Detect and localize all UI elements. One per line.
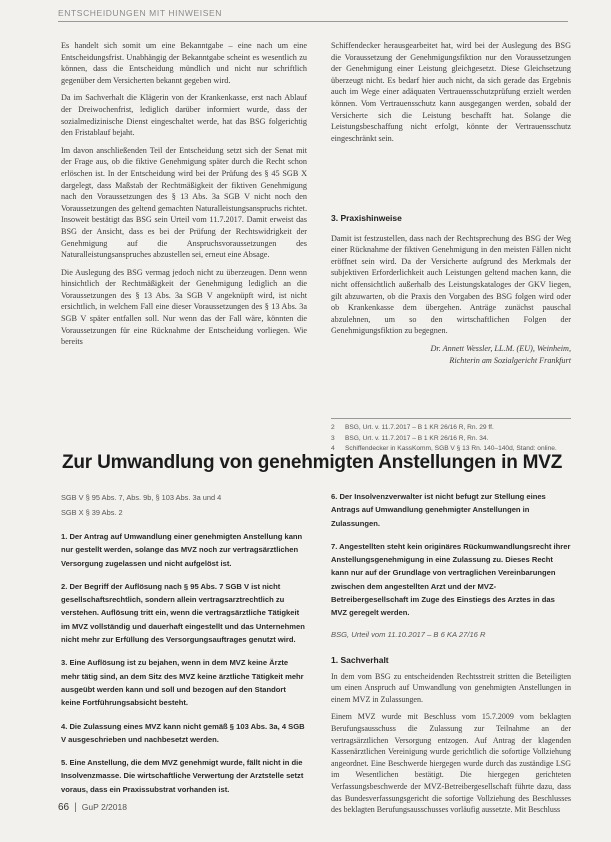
headnotes-right-column — [331, 490, 571, 822]
headnote: 2. Der Begriff der Auflösung nach § 95 Abs. 7 SGB V ist nicht gesellschaftsrechtlich, sondern allein vertragsarztrechtlich zu verstehen. Auflösung tritt ein, wenn die vertragsärztliche Tätigkeit im MVZ vollständig und dauerhaft eingestellt und das Unternehmen nicht mehr zur Erfüllung des Versorgungsauftrages genutzt wird. — [61, 581, 305, 645]
footnote-text: BSG, Urt. v. 11.7.2017 – B 1 KR 26/16 R, Rn. 34. — [345, 434, 489, 442]
norm-references — [61, 490, 307, 520]
footnote-number: 2 — [331, 424, 335, 431]
footnote — [331, 434, 571, 445]
header-rule — [58, 21, 568, 22]
footnote — [331, 423, 571, 434]
paragraph: Im davon anschließenden Teil der Entscheidung setzt sich der Senat mit der Frage aus, ob die fiktive Genehmigung später durch die Recht schon erlöschen ist. In der Entscheidung wird bei der Prüfung des § 45 SGB X dargelegt, dass Maßstab der Rechtmäßigkeit der fiktiven Genehmigung nach den Voraussetzungen des § 13 Abs. 3a SGB V nicht noch den Voraussetzungen des geltend gemachten Naturalleistungsanspruchs richtet. Insoweit bestätigt das BSG sein Urteil vom 11.7.2017. Damit erweist das BSG der Ansicht, dass es bei der Prüfung der Rechtswidrigkeit der Genehmigung auf die Anspruchsvoraussetzungen des Naturalleistungsanspruches abzustellen sei, erneut eine Absage. — [61, 145, 307, 260]
headnote: 4. Die Zulassung eines MVZ kann nicht gemäß § 103 Abs. 3a, 4 SGB V ausgeschrieben und nachbesetzt werden. — [61, 721, 305, 744]
case-citation: BSG, Urteil vom 11.10.2017 – B 6 KA 27/16 R — [331, 629, 486, 639]
headnote: 1. Der Antrag auf Umwandlung einer genehmigten Anstellung kann nur gestellt werden, solange das MVZ noch zur vertragsärztlichen Versorgung zugelassen und nicht aufgelöst ist. — [61, 532, 303, 568]
paragraph: Einem MVZ wurde mit Beschluss vom 15.7.2009 vom beklagten Berufungsausschuss die Zulassung zur Teilnahme an der vertragsärztlichen Versorgung entzogen. Auf Antrag der klagenden Kassenärztlichen Vereinigung wurde gerichtlich die sofortige Vollziehung angeordnet. Eine Beschwerde hiergegen wurde durch das zuständige LSG im Wesentlichen bestätigt. Die hiergegen gerichteten Verfassungsbeschwerde der MVZ-Betreibergesellschaft führte dazu, dass das Bundesverfassungsgericht die sofortige Vollziehung des Beschlusses des beklagten Berufungsausschusses vorläufig aussetzte. Mit Beschluss — [331, 712, 571, 815]
paragraph: Es handelt sich somit um eine Bekanntgabe – eine nach um eine Entscheidungsfrist. Unabhängig der Bekanntgabe scheint es wesentlich zu können, dass die Entscheidung mündlich und nicht nur schriftlich gegenüber dem Versicherten bekannt gegeben wird. — [61, 41, 307, 85]
footer-separator: | — [74, 802, 77, 813]
headnote: 5. Eine Anstellung, die dem MVZ genehmigt wurde, fällt nicht in die Insolvenzmasse. Die wirtschaftliche Verwertung der Arztstelle setzt voraus, dass ein Praxissubstrat vorhanden ist. — [61, 758, 304, 794]
signature-line: Richterin am Sozialgericht Frankfurt — [449, 355, 571, 365]
footnotes — [331, 423, 571, 455]
page-number: 66 — [58, 802, 70, 813]
section-title: 3. Praxishinweise — [331, 213, 402, 223]
article-title: Zur Umwandlung von genehmigten Anstellungen in MVZ — [62, 452, 563, 473]
footnote-number: 3 — [331, 434, 335, 442]
norm-line: SGB V § 95 Abs. 7, Abs. 9b, § 103 Abs. 3a und 4 — [61, 493, 222, 502]
headnotes-left-column — [61, 490, 307, 806]
paragraph: In dem vom BSG zu entscheidenden Rechtsstreit stritten die Beteiligten um einen Anspruch auf Umwandlung von genehmigten Anstellungen in einem MVZ in Zulassungen. — [331, 671, 571, 704]
signature-line: Dr. Annett Wessler, LL.M. (EU), Weinheim, — [430, 343, 571, 353]
practice-notes-section — [331, 213, 571, 366]
norm-line: SGB X § 39 Abs. 2 — [61, 508, 123, 517]
headnote: 3. Eine Auflösung ist zu bejahen, wenn in dem MVZ keine Ärzte mehr tätig sind, an dem Sitz des MVZ keine ärztliche Tätigkeit mehr ausgeübt werden kann und soll und bezogen auf den Standort keine Fortführungsabsicht besteht. — [61, 658, 304, 708]
journal-name: GuP 2/2018 — [81, 802, 127, 812]
paragraph: Die Auslegung des BSG vermag jedoch nicht zu überzeugen. Denn wenn hinsichtlich der Rechtmäßigkeit der Genehmigung lediglich an die Voraussetzungen des § 13 Abs. 3a SGB V angeknüpft wird, ist nicht ersichtlich, in welchem Fall eine dieser Voraussetzungen des § 13 Abs. 3a SGB V später entfallen soll. Nur wenn das der Fall wäre, könnten die Voraussetzungen für eine Rücknahme der Entscheidung vorliegen. Wie bereits — [61, 267, 307, 347]
author-signature — [331, 343, 571, 366]
headnote: 6. Der Insolvenzverwalter ist nicht befugt zur Stellung eines Antrags auf Umwandlung genehmigter Anstellungen in Zulassungen. — [331, 492, 546, 528]
section-title: 1. Sachverhalt — [331, 654, 389, 665]
top-right-column — [331, 40, 571, 150]
footnote-rule — [331, 418, 571, 419]
paragraph: Damit ist festzustellen, dass nach der Rechtsprechung des BSG der Weg einer Rücknahme der fiktiven Genehmigung in den meisten Fällen nicht eröffnet sein wird. Da der Versicherte aufgrund des Merkmals der subjektiven Erforderlichkeit auch Leistungen geltend machen kann, die nicht offensichtlich außerhalb des Leistungskataloges der GKV liegen, gilt abzuwarten, ob die Praxis den Vorgaben des BSG folgen wird oder ob Krankenkasse dem übergehen. Anträge zunächst pauschal abzulehnen, um so den wirtschaftlichen Folgen der Genehmigungsfiktion zu begegnen. — [331, 233, 571, 336]
footnote-text: BSG, Urt. v. 11.7.2017 – B 1 KR 26/16 R, Rn. 29 ff. — [345, 424, 494, 431]
paragraph: Da im Sachverhalt die Klägerin von der Krankenkasse, erst nach Ablauf der Dreiwochenfrist, lediglich darüber informiert wurde, dass der sozialmedizinische Dienst eingeschaltet werde, hat das BSG folgerichtig den Fristablauf bejaht. — [61, 93, 307, 138]
paragraph: Schiffendecker herausgearbeitet hat, wird bei der Auslegung des BSG die Voraussetzung der Genehmigungsfiktion nur den Voraussetzungen der Genehmigung einer Leistung gleichgesetzt. Diese Gleichsetzung überzeugt nicht. Es bedarf hier auch nicht, da sich gerade das Ergebnis auch im Wege einer adäquaten Vertrauensschutzprüfung erzielt werden können. Vom Vertrauensschutz kann ausgegangen werden, sobald der Versicherte sich die Leistung beschafft hat. Solange die Leistungsbeschaffung nicht erfolgt, könnte der Vertrauensschutz eingeschränkt sein. — [331, 41, 571, 143]
facts-body — [331, 671, 571, 816]
page-footer — [58, 802, 127, 813]
footnote-number: 4 — [331, 445, 335, 452]
running-header: ENTSCHEIDUNGEN MIT HINWEISEN — [58, 8, 222, 18]
headnote: 7. Angestellten steht kein originäres Rückumwandlungsrecht ihrer Anstellungsgenehmigung in eine Zulassung zu. Dieses Recht kann nur auf der Grundlage von vertraglichen Vereinbarungen zwischen dem angestellten Arzt und der MVZ-Betreibergesellschaft im Zuge des Einstiegs des Arztes in das MVZ geregelt werden. — [331, 541, 571, 618]
top-left-column — [61, 40, 307, 354]
footnote-text: Schiffendecker in KassKomm, SGB V § 13 Rn. 140–140d, Stand: online. — [345, 445, 557, 452]
